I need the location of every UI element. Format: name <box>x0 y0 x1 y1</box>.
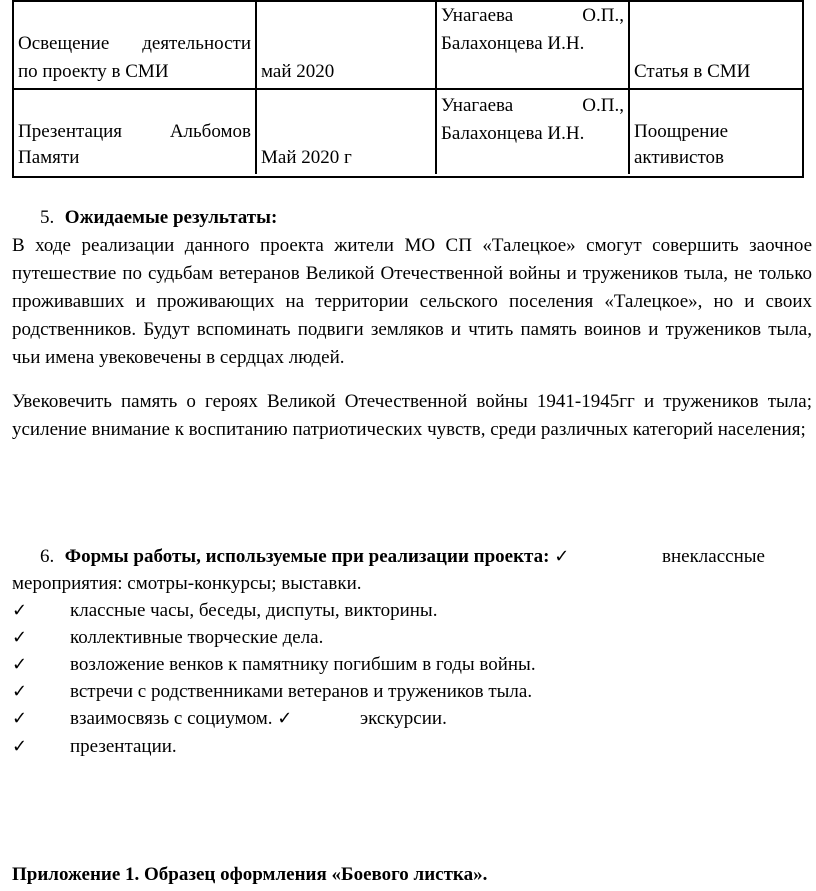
section-number: 5. <box>40 207 55 228</box>
cell-text: Поощрение <box>634 121 729 142</box>
plan-table <box>12 0 804 178</box>
table-cell-date <box>257 2 437 88</box>
checkmark-icon: ✓ <box>554 546 570 567</box>
section-heading <box>40 204 277 232</box>
table-cell-event <box>14 2 257 88</box>
checkmark-icon: ✓ <box>277 708 293 729</box>
cell-text: Статья в СМИ <box>634 61 751 82</box>
paragraph <box>12 232 812 372</box>
paragraph-text: В ходе реализации данного проекта жители МО СП «Талецкое» смогут совершить заочное путешествие по судьбам ветеранов Великой Отечественной войны и тружеников тыла, не только проживавших и проживающих на территории сельского поселения «Талецкое», но и своих родственников. Будут вспоминать подвиги земляков и чтить память воинов и тружеников тыла, чьи имена увековечены в сердцах людей. <box>12 235 812 368</box>
table-cell-date <box>257 88 437 174</box>
paragraph-text: Увековечить память о героях Великой Отечественной войны 1941-1945гг и тружеников тыла; усиление внимание к воспитанию патриотических чувств, среди различных категорий населения; <box>12 391 812 440</box>
list-item-text: презентации. <box>70 736 177 757</box>
checkmark-icon: ✓ <box>12 627 28 648</box>
table-cell-result <box>630 2 802 88</box>
checkmark-icon: ✓ <box>12 600 28 621</box>
checkmark-icon: ✓ <box>12 708 28 729</box>
cell-text: Унагаева О.П., <box>441 5 624 26</box>
section-number: 6. <box>40 546 55 567</box>
section-heading <box>40 543 800 571</box>
cell-text: Презентация Альбомов <box>18 121 251 142</box>
section-title: Ожидаемые результаты: <box>64 207 278 228</box>
cell-text: Май 2020 г <box>261 147 352 168</box>
cell-text: Памяти <box>18 147 80 168</box>
section-title: Формы работы, используемые при реализации проекта: <box>64 546 550 567</box>
list-item-text: внеклассные <box>662 546 765 567</box>
checkmark-icon: ✓ <box>12 681 28 702</box>
cell-text: Освещение деятельности <box>18 33 251 54</box>
cell-text: Унагаева О.П., <box>441 95 624 116</box>
list-item <box>12 651 536 679</box>
cell-text: Балахонцева И.Н. <box>441 33 585 54</box>
table-cell-responsible <box>437 88 630 174</box>
list-item <box>12 678 532 706</box>
appendix-title: Приложение 1. Образец оформления «Боевого листка». <box>12 864 488 885</box>
cell-text: май 2020 <box>261 61 335 82</box>
table-cell-event <box>14 88 257 174</box>
checkmark-icon: ✓ <box>12 736 28 757</box>
table-cell-responsible <box>437 2 630 88</box>
list-item <box>12 733 177 761</box>
list-item-text: классные часы, беседы, диспуты, викторины. <box>70 600 438 621</box>
list-item-text: экскурсии. <box>360 708 447 729</box>
list-item <box>12 705 447 733</box>
cell-text: активистов <box>634 147 724 168</box>
list-item <box>12 597 437 625</box>
list-item-text: коллективные творческие дела. <box>70 627 324 648</box>
list-item-text: встречи с родственниками ветеранов и тружеников тыла. <box>70 681 533 702</box>
list-item-text: возложение венков к памятнику погибшим в годы войны. <box>70 654 536 675</box>
table-row <box>14 88 802 174</box>
list-item <box>12 624 323 652</box>
list-item-text: взаимосвязь с социумом. <box>70 708 273 729</box>
table-cell-result <box>630 88 802 174</box>
table-row <box>14 0 802 90</box>
cell-text: Балахонцева И.Н. <box>441 123 585 144</box>
paragraph <box>12 388 812 444</box>
cell-text: по проекту в СМИ <box>18 61 169 82</box>
list-item-continuation <box>12 570 362 598</box>
checkmark-icon: ✓ <box>12 654 28 675</box>
list-item-text: мероприятия: смотры-конкурсы; выставки. <box>12 573 362 594</box>
